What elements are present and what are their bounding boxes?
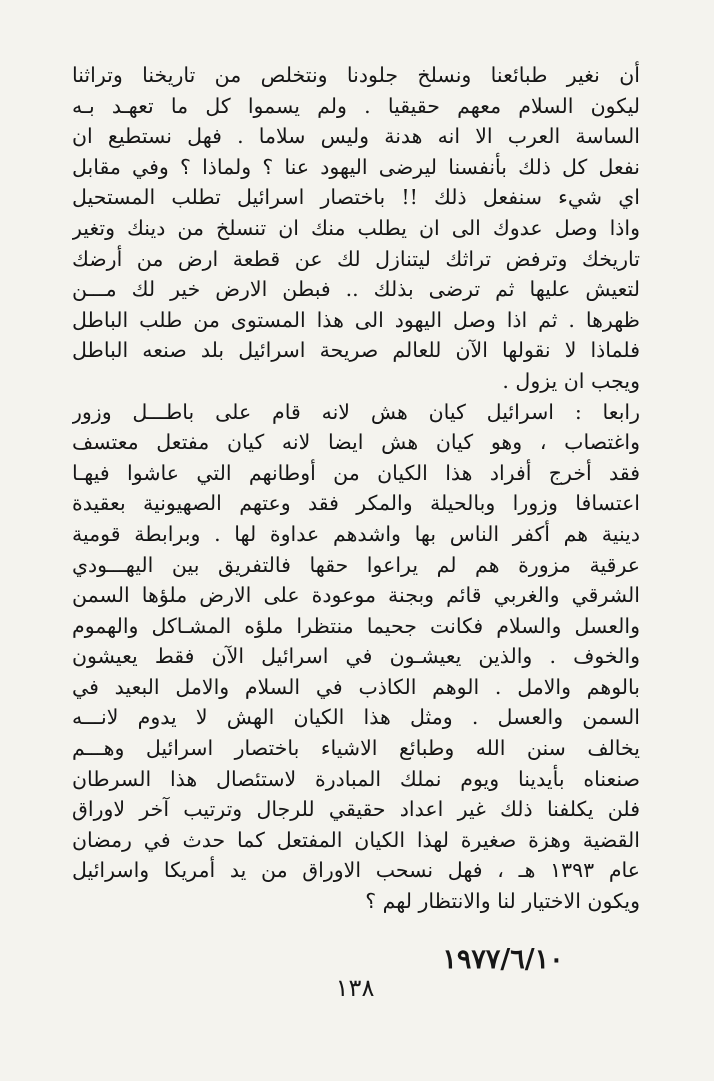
text-line: الشرقي والغربي قائم وبجنة موعودة على الارض ملؤها السمن — [72, 583, 640, 608]
text-line: واذا وصل عدوك الى ان يطلب منك ان تنسلخ من دينك وتغير — [72, 215, 640, 240]
text-line: رابعا : اسرائيل كيان هش لانه قام على باطـــل وزور — [72, 399, 640, 424]
text-line: ويجب ان يزول . — [502, 368, 640, 393]
text-line: عام ١٣٩٣ هـ ، فهل نسحب الاوراق من يد أمريكا واسرائيل — [72, 858, 640, 883]
text-line: والخوف . والذين يعيشـون في اسرائيل الآن فقط يعيشون — [72, 644, 640, 669]
article-date: ١٩٧٧/٦/١٠ — [442, 944, 564, 975]
text-line: القضية وهزة صغيرة لهذا الكيان المفتعل كما حدث في رمضان — [72, 827, 640, 852]
text-line: صنعناه بأيدينا ويوم نملك المبادرة لاستئصال هذا السرطان — [72, 766, 640, 791]
text-line: نفعل كل ذلك بأنفسنا ليرضى اليهود عنا ؟ ولماذا ؟ وفي مقابل — [72, 154, 640, 179]
text-line: اي شيء سنفعل ذلك !! باختصار اسرائيل تطلب المستحيل — [72, 185, 640, 210]
text-line: أن نغير طبائعنا ونسلخ جلودنا ونتخلص من تاريخنا وتراثنا — [72, 63, 640, 87]
text-line: ويكون الاختيار لنا والانتظار لهم ؟ — [365, 889, 640, 914]
text-line: اعتسافا وزورا وبالحيلة والمكر فقد وعتهم الصهيونية بعقيدة — [72, 491, 640, 516]
body-text — [72, 60, 640, 917]
text-line: واغتصاب ، وهو كيان هش ايضا لانه كيان مفتعل معتسف — [72, 430, 640, 455]
text-line: يخالف سنن الله وطبائع الاشياء باختصار اسرائيل وهـــم — [72, 736, 640, 761]
text-line: والعسل والسلام فكانت جحيما منتظرا ملؤه المشـاكل والهموم — [72, 613, 640, 638]
text-line: فقد أخرج أفراد هذا الكيان من أوطانهم التي عاشوا فيهـا — [72, 460, 640, 485]
text-line: الساسة العرب الا انه هدنة وليس سلاما . فهل نستطيع ان — [72, 124, 640, 149]
text-line: فلماذا لا نقولها الآن للعالم صريحة اسرائيل بلد صنعه الباطل — [72, 338, 640, 363]
paragraph — [72, 60, 640, 397]
text-line: ليكون السلام معهم حقيقيا . ولم يسموا كل ما تعهـد بـه — [72, 93, 640, 118]
page-number: ١٣٨ — [335, 974, 375, 1002]
text-line: السمن والعسل . ومثل هذا الكيان الهش لا يدوم لانـــه — [72, 705, 640, 730]
text-line: تاريخك وترفض تراثك ليتنازل لك عن قطعة ارض من أرضك — [72, 246, 640, 271]
text-line: لتعيش عليها ثم ترضى بذلك .. فبطن الارض خير لك مـــن — [72, 277, 640, 302]
text-line: دينية هم أكفر الناس بها واشدهم عداوة لها . وبرابطة قومية — [72, 521, 640, 546]
text-line: فلن يكلفنا ذلك غير اعداد حقيقي للرجال وترتيب آخر لاوراق — [72, 797, 640, 822]
text-line: عرقية مزورة هم لم يراعوا حقها فالتفريق بين اليهـــودي — [72, 552, 640, 577]
text-line: ظهرها . ثم اذا وصل اليهود الى هذا المستوى من طلب الباطل — [72, 307, 640, 332]
paragraph — [72, 397, 640, 917]
text-line: بالوهم والامل . الوهم الكاذب في السلام والامل البعيد في — [72, 674, 640, 699]
